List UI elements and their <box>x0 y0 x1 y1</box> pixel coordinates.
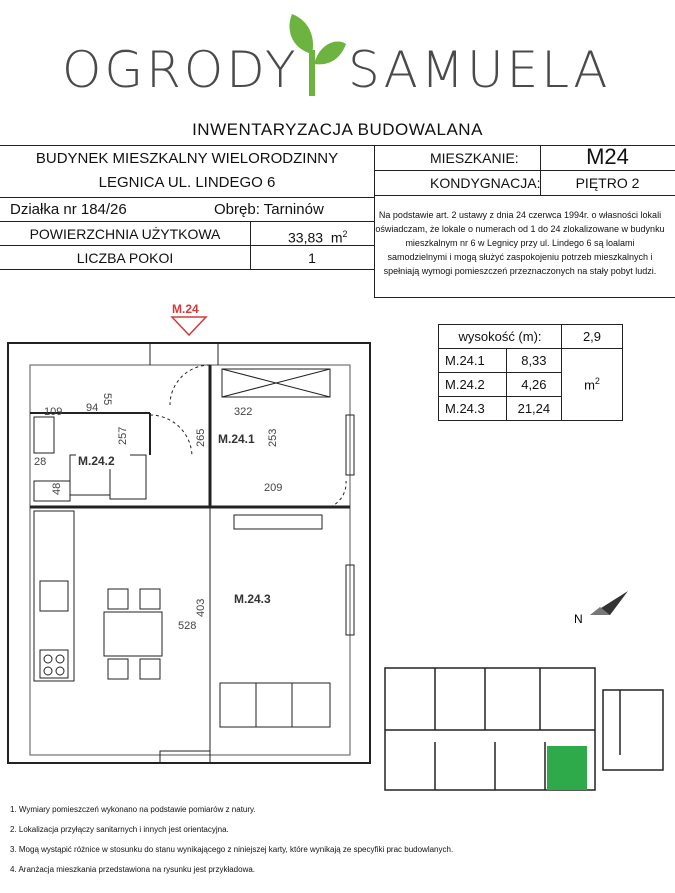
plot-precinct: Obręb: Tarninów <box>214 201 324 218</box>
dim-label: 528 <box>178 620 197 632</box>
building-line1: BUDYNEK MIESZKALNY WIELORODZINNY <box>35 150 339 167</box>
entrance-label: M.24 <box>172 302 199 316</box>
room-label-m24-1: M.24.1 <box>218 432 255 446</box>
footnote: 2. Lokalizacja przyłączy sanitarnych i innych jest orientacyjna. <box>10 825 229 834</box>
apartment-value: M24 <box>586 144 629 169</box>
rooms-count-label: LICZBA POKOI <box>76 250 174 266</box>
room-name: M.24.3 <box>439 397 507 421</box>
height-value: 2,9 <box>562 325 623 349</box>
apartment-highlight <box>547 746 587 790</box>
apartment-label: MIESZKANIE: <box>430 150 519 166</box>
usable-area-label: POWIERZCHNIA UŻYTKOWA <box>29 226 221 242</box>
dim-label: 109 <box>44 406 63 418</box>
room-label-m24-3: M.24.3 <box>234 592 271 606</box>
entrance-arrow-icon <box>172 317 206 335</box>
dim-label: 257 <box>117 426 129 445</box>
footnote: 4. Aranżacja mieszkania przedstawiona na rysunku jest przykładowa. <box>10 865 256 874</box>
floor-label: KONDYGNACJA: <box>430 175 541 191</box>
room-area: 8,33 <box>506 349 561 373</box>
dim-label: 28 <box>34 456 47 468</box>
rooms-count-value: 1 <box>308 250 316 266</box>
room-area-table <box>438 324 623 421</box>
plot-number: Działka nr 184/26 <box>10 201 127 218</box>
room-name: M.24.2 <box>439 373 507 397</box>
room-label-m24-2: M.24.2 <box>78 454 115 468</box>
floor-plan <box>0 295 380 795</box>
dim-label: 265 <box>195 428 207 447</box>
dim-label: 94 <box>86 402 99 414</box>
north-arrow-icon <box>570 585 640 630</box>
floor-value: PIĘTRO 2 <box>575 175 640 191</box>
dim-label: 253 <box>267 428 279 447</box>
building-key-plan <box>375 660 670 800</box>
legal-note: Na podstawie art. 2 ustawy z dnia 24 czerwca 1994r. o własności lokali oświadczam, że lokale o numerach od 1 do 24 zlokalizowane w budynku mieszkalnym nr 6 w Legnicy przy ul. Lindego 6 są loalami samodzielnymi i mogą służyć zaspokojeniu potrzeb mieszkalnych i spełniają wymogi pomieszczeń przeznaczonych na stały pobyt ludzi. <box>375 210 665 276</box>
footnote: 3. Mogą wystąpić różnice w stosunku do stanu wynikającego z niniejszej karty, które wynikają ze specyfiki prac budowlanych. <box>10 845 454 854</box>
height-label: wysokość (m): <box>439 325 562 349</box>
logo-text-left: OGRODY <box>62 41 299 99</box>
dim-label: 48 <box>51 482 63 495</box>
logo-sprout-icon <box>280 8 350 100</box>
usable-area-value: 33,83 $m^2$ <box>288 229 348 246</box>
dim-label: 55 <box>101 393 113 406</box>
dim-label: 209 <box>264 482 283 494</box>
building-line2: LEGNICA UL. LINDEGO 6 <box>98 174 276 191</box>
north-label: N <box>574 612 583 626</box>
dim-label: 403 <box>195 598 207 617</box>
room-name: M.24.1 <box>439 349 507 373</box>
rooms-unit: $m^2$ <box>562 349 623 421</box>
dim-label: 322 <box>234 406 253 418</box>
room-area: 4,26 <box>506 373 561 397</box>
footnote: 1. Wymiary pomieszczeń wykonano na podstawie pomiarów z natury. <box>10 805 256 814</box>
document-title: INWENTARYZACJA BUDOWALANA <box>192 120 483 139</box>
logo-text-right: SAMUELA <box>348 41 611 99</box>
room-area: 21,24 <box>506 397 561 421</box>
